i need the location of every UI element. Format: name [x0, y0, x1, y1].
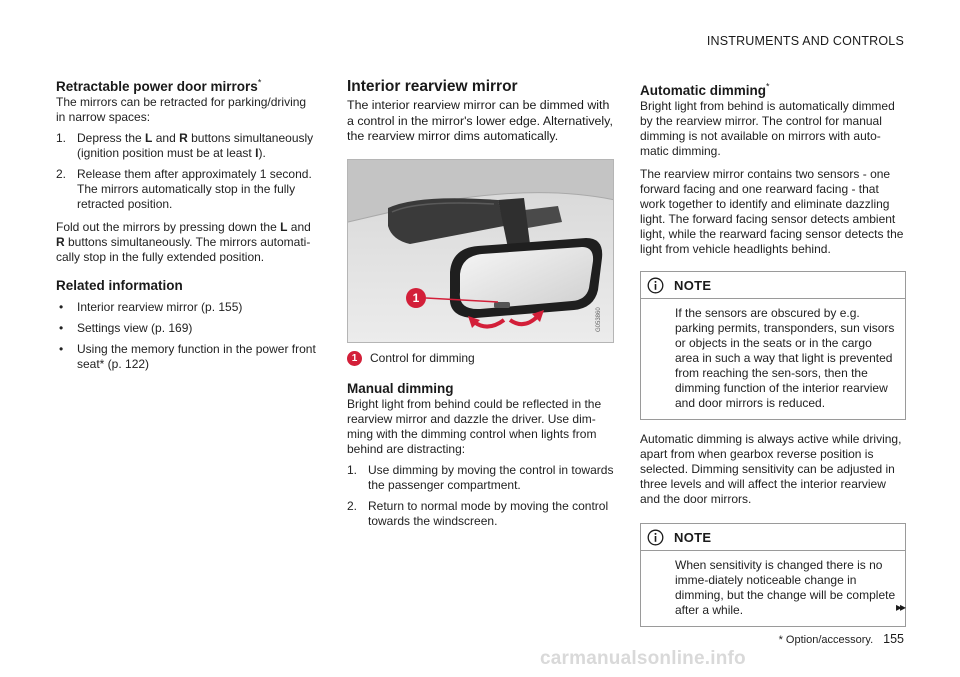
figure-code: G053860	[596, 306, 602, 332]
manual-dimming-steps	[347, 463, 615, 529]
watermark: carmanualsonline.info	[540, 648, 746, 669]
running-head: INSTRUMENTS AND CONTROLS	[706, 34, 904, 48]
related-link[interactable]: • Settings view (p. 169)	[59, 321, 193, 335]
list-item: 2. Return to normal mode by moving the control towards the windscreen.	[347, 498, 609, 528]
manual-dimming-heading: Manual dimming	[347, 380, 454, 396]
retractable-intro: The mirrors can be retracted for parking/driving in narrow spaces:	[56, 95, 307, 124]
note-label: NOTE	[674, 277, 712, 293]
continue-arrows-icon: ▸▸	[895, 600, 904, 614]
fold-out-text: Fold out the mirrors by pressing down the L and R buttons simultaneously. The mirrors automati-cally stop in the fully extended position.	[56, 220, 311, 264]
figure-caption	[347, 351, 615, 366]
info-circle-icon	[647, 277, 664, 294]
related-information-heading: Related information	[56, 278, 183, 293]
column-automatic-dimming	[640, 78, 906, 627]
column-interior-mirror	[347, 78, 615, 529]
related-link[interactable]: • Using the memory function in the power front seat* (p. 122)	[59, 342, 316, 371]
related-link[interactable]: • Interior rearview mirror (p. 155)	[59, 300, 243, 314]
automatic-dimming-p1: Bright light from behind is automatically dimmed by the rearview mirror. The control for manual dimming is not available on mirrors with auto-matic dimming.	[640, 99, 895, 158]
note-box-sensors	[640, 271, 906, 420]
heading-retractable-mirrors: Retractable power door mirrors*	[56, 77, 262, 94]
mirror-illustration	[347, 159, 614, 343]
note-label: NOTE	[674, 529, 712, 545]
page-number: 155	[883, 632, 904, 646]
list-item: 1. Depress the L and R buttons simultaneously (ignition position must be at least I).	[56, 131, 314, 160]
caption-text: Control for dimming	[370, 350, 475, 365]
related-links	[56, 300, 318, 372]
page-footer	[779, 632, 904, 646]
note-header	[641, 524, 905, 551]
automatic-dimming-p2: The rearview mirror contains two sensors - one forward facing and one rearward facing - that work together to identify and eliminate dazzling light. The forward facing sensor detects ambient light, while the rearward facing sensor detects the light from vehicle headlights behind.	[640, 167, 904, 256]
list-item: 1. Use dimming by moving the control in towards the passenger compartment.	[347, 462, 614, 492]
mirror-illustration-graphic	[348, 160, 614, 343]
note-box-sensitivity	[640, 523, 906, 627]
note-text: When sensitivity is changed there is no imme-diately noticeable change in dimming, but the change will be complete after a while.	[675, 558, 896, 617]
manual-dimming-intro: Bright light from behind could be reflected in the rearview mirror and dazzle the driver. Use dim-ming with the dimming control when lights from behind are distracting:	[347, 396, 602, 456]
info-circle-icon	[647, 529, 664, 546]
interior-mirror-lead: The interior rearview mirror can be dimmed with a control in the mirror's lower edge. Alternatively, the rearview mirror dims automatically.	[347, 98, 613, 143]
column-retractable-mirrors	[56, 78, 318, 372]
footnote: * Option/accessory.	[778, 634, 874, 646]
automatic-dimming-p3: Automatic dimming is always active while driving, apart from when gearbox reverse position is selected. Dimming sensitivity can be adjusted in three levels and will affect the interior rearview and the door mirrors.	[640, 432, 902, 506]
retract-steps	[56, 131, 318, 212]
automatic-dimming-heading: Automatic dimming*	[640, 81, 770, 98]
figure-callout-number: 1	[412, 290, 420, 305]
heading-interior-rearview-mirror: Interior rearview mirror	[347, 78, 518, 95]
note-header	[641, 272, 905, 299]
callout-badge: 1	[347, 351, 362, 366]
list-item: 2. Release them after approximately 1 second. The mirrors automatically stop in the fully retracted position.	[56, 167, 312, 211]
note-text: If the sensors are obscured by e.g. parking permits, transponders, sun visors or objects in the seats or in the cargo area in such a way that light is prevented from reaching the sen-sors, then the dimming function of the interior rearview and door mirrors is reduced.	[675, 306, 895, 410]
